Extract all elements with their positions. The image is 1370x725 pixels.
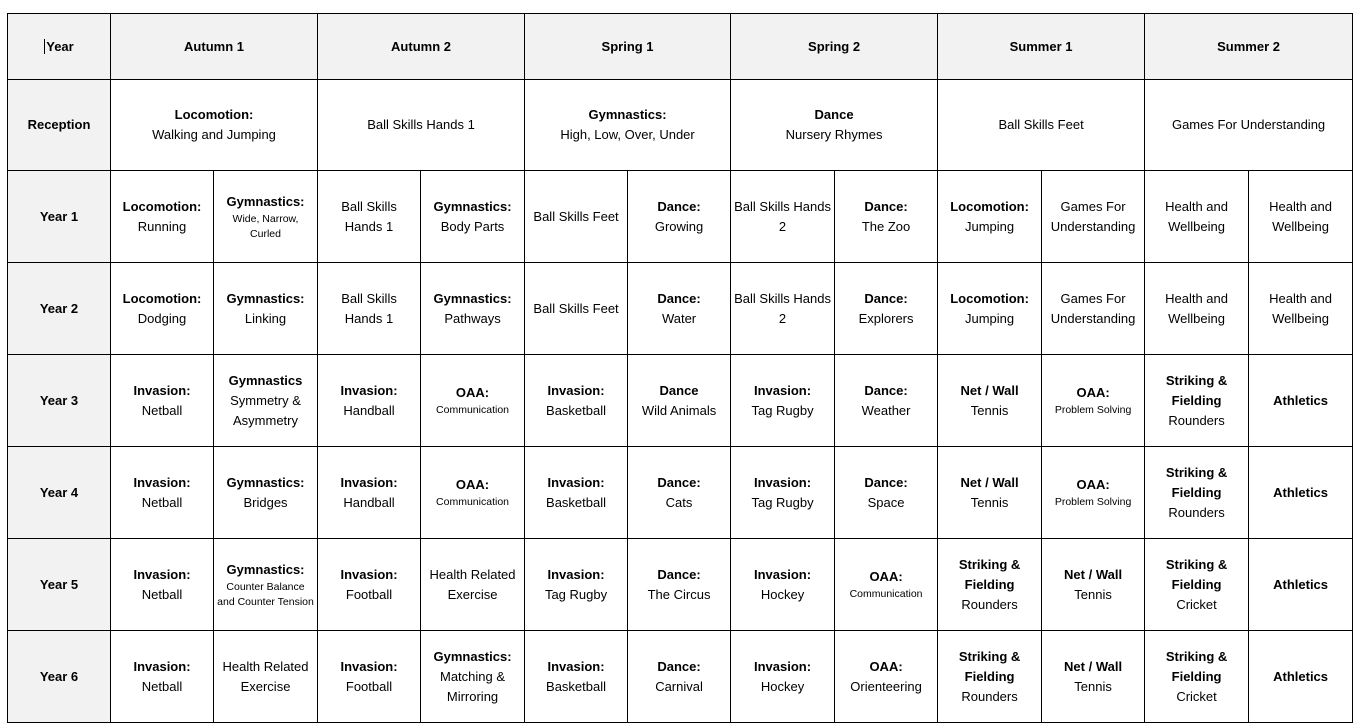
activity-detail: Rounders bbox=[961, 688, 1018, 704]
activity-title: OAA: bbox=[455, 477, 490, 492]
activity-title: Dance: bbox=[864, 474, 908, 490]
year-header-label: Year bbox=[46, 38, 74, 54]
reception-row bbox=[8, 80, 1353, 171]
curriculum-cell[interactable] bbox=[525, 171, 628, 263]
activity-detail: Ball Skills Feet bbox=[533, 300, 619, 316]
activity-detail: Ball Skills Feet bbox=[533, 208, 619, 224]
activity-detail: Ball Skills Hands 1 bbox=[341, 198, 397, 234]
curriculum-cell[interactable] bbox=[525, 447, 628, 539]
curriculum-cell[interactable] bbox=[111, 263, 214, 355]
table-body bbox=[8, 14, 1353, 723]
activity-detail: Health and Wellbeing bbox=[1269, 198, 1332, 234]
term-header-autumn-1[interactable]: Autumn 1 bbox=[111, 14, 318, 80]
curriculum-cell[interactable] bbox=[1042, 539, 1145, 631]
activity-detail: Cricket bbox=[1176, 688, 1217, 704]
activity-title: Net / Wall bbox=[1064, 566, 1123, 582]
year-label-cell[interactable]: Year 2 bbox=[8, 263, 111, 355]
activity-title: Dance bbox=[659, 382, 699, 398]
term-header-autumn-2[interactable]: Autumn 2 bbox=[318, 14, 525, 80]
activity-title: Invasion: bbox=[133, 566, 191, 582]
activity-detail: Games For Understanding bbox=[1050, 290, 1136, 326]
activity-title: Invasion: bbox=[340, 474, 398, 490]
activity-detail: Wild Animals bbox=[641, 402, 717, 418]
curriculum-cell[interactable] bbox=[318, 80, 525, 171]
curriculum-cell[interactable] bbox=[214, 539, 318, 631]
activity-title: Dance: bbox=[657, 198, 701, 214]
activity-title: Invasion: bbox=[754, 658, 812, 674]
activity-detail: Space bbox=[867, 494, 905, 510]
curriculum-cell[interactable] bbox=[525, 631, 628, 723]
curriculum-cell[interactable] bbox=[1145, 355, 1249, 447]
activity-detail: Communication bbox=[436, 404, 509, 416]
curriculum-cell[interactable] bbox=[318, 447, 421, 539]
curriculum-cell[interactable] bbox=[214, 355, 318, 447]
activity-detail: Water bbox=[661, 310, 697, 326]
activity-detail: Nursery Rhymes bbox=[785, 127, 883, 142]
activity-title: Gymnastics: bbox=[226, 561, 305, 577]
activity-title: Gymnastics bbox=[228, 372, 303, 388]
activity-title: Striking & Fielding bbox=[958, 648, 1021, 684]
curriculum-cell[interactable] bbox=[731, 171, 835, 263]
curriculum-cell[interactable] bbox=[1145, 263, 1249, 355]
curriculum-cell[interactable] bbox=[1042, 355, 1145, 447]
activity-detail: The Circus bbox=[647, 586, 711, 602]
activity-title: Athletics bbox=[1273, 484, 1329, 500]
curriculum-cell[interactable] bbox=[1042, 263, 1145, 355]
curriculum-cell[interactable] bbox=[938, 447, 1042, 539]
year-header-cell[interactable] bbox=[8, 14, 111, 80]
activity-title: Net / Wall bbox=[960, 474, 1019, 490]
activity-title: Athletics bbox=[1273, 576, 1329, 592]
activity-detail: Tennis bbox=[1074, 678, 1112, 694]
activity-title: Gymnastics: bbox=[226, 290, 305, 306]
activity-detail: Tag Rugby bbox=[751, 494, 814, 510]
curriculum-cell[interactable] bbox=[111, 539, 214, 631]
curriculum-cell[interactable] bbox=[1145, 80, 1353, 171]
activity-detail: Dodging bbox=[137, 310, 187, 326]
curriculum-cell[interactable] bbox=[731, 80, 938, 171]
header-row bbox=[8, 14, 1353, 80]
curriculum-cell[interactable] bbox=[835, 355, 938, 447]
activity-detail: Running bbox=[137, 218, 187, 234]
curriculum-cell[interactable] bbox=[1042, 447, 1145, 539]
curriculum-cell[interactable] bbox=[1042, 631, 1145, 723]
curriculum-cell[interactable] bbox=[835, 263, 938, 355]
activity-title: Athletics bbox=[1273, 392, 1329, 408]
curriculum-cell[interactable] bbox=[214, 263, 318, 355]
activity-title: OAA: bbox=[869, 569, 903, 584]
curriculum-cell[interactable] bbox=[421, 631, 525, 723]
activity-detail: Tag Rugby bbox=[544, 586, 608, 602]
year-label-cell[interactable]: Year 5 bbox=[8, 539, 111, 631]
activity-detail: Linking bbox=[244, 310, 287, 326]
curriculum-cell[interactable] bbox=[1249, 631, 1353, 723]
curriculum-cell[interactable] bbox=[938, 631, 1042, 723]
activity-title: Gymnastics: bbox=[226, 193, 305, 209]
activity-detail: Health and Wellbeing bbox=[1165, 290, 1228, 326]
curriculum-cell[interactable] bbox=[421, 171, 525, 263]
activity-title: Striking & Fielding bbox=[1165, 464, 1228, 500]
activity-detail: Health and Wellbeing bbox=[1269, 290, 1332, 326]
year-row bbox=[8, 539, 1353, 631]
activity-title: Locomotion: bbox=[174, 107, 254, 122]
activity-detail: Communication bbox=[436, 496, 509, 508]
activity-title: Locomotion: bbox=[950, 290, 1029, 306]
activity-detail: Symmetry & Asymmetry bbox=[230, 392, 301, 428]
curriculum-cell[interactable] bbox=[731, 631, 835, 723]
curriculum-cell[interactable] bbox=[111, 171, 214, 263]
curriculum-cell[interactable] bbox=[525, 355, 628, 447]
activity-detail: Explorers bbox=[858, 310, 914, 326]
curriculum-cell[interactable] bbox=[628, 631, 731, 723]
activity-detail: Tennis bbox=[1074, 586, 1112, 602]
curriculum-cell[interactable] bbox=[214, 447, 318, 539]
activity-title: Dance: bbox=[657, 658, 701, 674]
curriculum-cell[interactable] bbox=[1145, 171, 1249, 263]
year-label-cell[interactable]: Year 4 bbox=[8, 447, 111, 539]
activity-detail: Growing bbox=[654, 218, 704, 234]
activity-detail: Walking and Jumping bbox=[152, 127, 276, 142]
curriculum-cell[interactable] bbox=[214, 171, 318, 263]
activity-detail: Netball bbox=[141, 494, 183, 510]
curriculum-cell[interactable] bbox=[938, 355, 1042, 447]
activity-title: OAA: bbox=[455, 385, 490, 400]
curriculum-cell[interactable] bbox=[318, 263, 421, 355]
activity-title: Invasion: bbox=[754, 474, 812, 490]
term-header-summer-1[interactable]: Summer 1 bbox=[938, 14, 1145, 80]
activity-title: Striking & Fielding bbox=[1165, 648, 1228, 684]
activity-detail: Cricket bbox=[1176, 596, 1217, 612]
activity-title: Dance bbox=[814, 107, 854, 122]
pe-curriculum-table bbox=[7, 13, 1353, 723]
curriculum-cell[interactable] bbox=[938, 171, 1042, 263]
year-label-cell[interactable]: Year 1 bbox=[8, 171, 111, 263]
activity-title: Invasion: bbox=[547, 474, 605, 490]
activity-detail: Netball bbox=[141, 586, 183, 602]
activity-detail: Orienteering bbox=[850, 678, 922, 694]
curriculum-cell[interactable] bbox=[835, 447, 938, 539]
year-row bbox=[8, 631, 1353, 723]
curriculum-cell[interactable] bbox=[1249, 355, 1353, 447]
activity-title: Gymnastics: bbox=[433, 198, 512, 214]
curriculum-cell[interactable] bbox=[525, 80, 731, 171]
curriculum-cell[interactable] bbox=[525, 263, 628, 355]
activity-detail: The Zoo bbox=[861, 218, 911, 234]
curriculum-cell[interactable] bbox=[421, 447, 525, 539]
activity-detail: Football bbox=[345, 586, 393, 602]
term-header-spring-1[interactable]: Spring 1 bbox=[525, 14, 731, 80]
curriculum-cell[interactable] bbox=[421, 355, 525, 447]
activity-title: Invasion: bbox=[754, 566, 812, 582]
activity-detail: Carnival bbox=[655, 678, 703, 694]
activity-title: OAA: bbox=[1076, 385, 1110, 400]
activity-title: Locomotion: bbox=[122, 290, 202, 306]
activity-detail: Pathways bbox=[444, 310, 501, 326]
activity-detail: Football bbox=[345, 678, 393, 694]
activity-detail: Health Related Exercise bbox=[429, 566, 516, 602]
activity-detail: Communication bbox=[849, 588, 923, 600]
activity-detail: Health and Wellbeing bbox=[1165, 198, 1228, 234]
curriculum-cell[interactable] bbox=[318, 539, 421, 631]
activity-detail: Weather bbox=[861, 402, 911, 418]
curriculum-cell[interactable] bbox=[1249, 447, 1353, 539]
curriculum-cell[interactable] bbox=[111, 80, 318, 171]
activity-detail: Rounders bbox=[961, 596, 1018, 612]
activity-detail: Ball Skills Feet bbox=[998, 117, 1084, 132]
activity-detail: Netball bbox=[141, 402, 183, 418]
curriculum-cell[interactable] bbox=[1249, 263, 1353, 355]
activity-detail: Jumping bbox=[964, 218, 1015, 234]
curriculum-cell[interactable] bbox=[111, 447, 214, 539]
curriculum-cell[interactable] bbox=[938, 539, 1042, 631]
activity-detail: Netball bbox=[141, 678, 183, 694]
curriculum-cell[interactable] bbox=[938, 263, 1042, 355]
activity-title: Dance: bbox=[864, 290, 908, 306]
year-label-cell[interactable]: Reception bbox=[8, 80, 111, 171]
curriculum-cell[interactable] bbox=[1145, 539, 1249, 631]
activity-title: Gymnastics: bbox=[433, 648, 512, 664]
activity-detail: Tennis bbox=[970, 494, 1009, 510]
activity-detail: Games For Understanding bbox=[1171, 117, 1326, 132]
activity-detail: Ball Skills Hands 2 bbox=[734, 198, 831, 234]
curriculum-cell[interactable] bbox=[835, 171, 938, 263]
activity-detail: Tag Rugby bbox=[751, 402, 814, 418]
activity-detail: Games For Understanding bbox=[1050, 198, 1136, 234]
curriculum-cell[interactable] bbox=[628, 355, 731, 447]
activity-detail: Ball Skills Hands 1 bbox=[367, 117, 475, 132]
activity-detail: Basketball bbox=[546, 494, 607, 510]
activity-title: Striking & Fielding bbox=[1165, 556, 1228, 592]
activity-title: Invasion: bbox=[340, 566, 398, 582]
curriculum-cell[interactable] bbox=[731, 447, 835, 539]
curriculum-cell[interactable] bbox=[318, 355, 421, 447]
curriculum-cell[interactable] bbox=[214, 631, 318, 723]
curriculum-cell[interactable] bbox=[731, 355, 835, 447]
activity-detail: Problem Solving bbox=[1054, 404, 1132, 416]
year-row bbox=[8, 355, 1353, 447]
curriculum-cell[interactable] bbox=[628, 539, 731, 631]
curriculum-cell[interactable] bbox=[938, 80, 1145, 171]
activity-detail: Handball bbox=[343, 402, 395, 418]
curriculum-cell[interactable] bbox=[835, 539, 938, 631]
curriculum-cell[interactable] bbox=[628, 171, 731, 263]
curriculum-cell[interactable] bbox=[1249, 171, 1353, 263]
activity-detail: Tennis bbox=[970, 402, 1009, 418]
curriculum-cell[interactable] bbox=[1145, 631, 1249, 723]
activity-detail: Rounders bbox=[1168, 504, 1225, 520]
activity-title: Invasion: bbox=[133, 658, 191, 674]
curriculum-cell[interactable] bbox=[1145, 447, 1249, 539]
activity-detail: Hockey bbox=[760, 678, 805, 694]
activity-detail: Matching & Mirroring bbox=[440, 668, 506, 704]
activity-title: Locomotion: bbox=[122, 198, 202, 214]
activity-title: Dance: bbox=[864, 382, 908, 398]
activity-title: Gymnastics: bbox=[433, 290, 512, 306]
activity-title: Dance: bbox=[657, 474, 701, 490]
curriculum-cell[interactable] bbox=[731, 539, 835, 631]
curriculum-cell[interactable] bbox=[628, 447, 731, 539]
term-header-spring-2[interactable]: Spring 2 bbox=[731, 14, 938, 80]
activity-title: Invasion: bbox=[754, 382, 812, 398]
activity-title: Invasion: bbox=[133, 382, 191, 398]
curriculum-cell[interactable] bbox=[1249, 539, 1353, 631]
curriculum-cell[interactable] bbox=[731, 263, 835, 355]
activity-title: Gymnastics: bbox=[588, 107, 667, 122]
activity-detail: High, Low, Over, Under bbox=[560, 127, 695, 142]
activity-title: Gymnastics: bbox=[226, 474, 305, 490]
year-row bbox=[8, 263, 1353, 355]
curriculum-cell[interactable] bbox=[835, 631, 938, 723]
activity-title: Striking & Fielding bbox=[1165, 372, 1228, 408]
activity-title: Dance: bbox=[657, 566, 701, 582]
activity-detail: Ball Skills Hands 1 bbox=[341, 290, 397, 326]
activity-detail: Jumping bbox=[964, 310, 1015, 326]
activity-title: OAA: bbox=[1076, 477, 1110, 492]
activity-title: Invasion: bbox=[133, 474, 191, 490]
activity-title: Dance: bbox=[657, 290, 701, 306]
curriculum-cell[interactable] bbox=[421, 263, 525, 355]
activity-detail: Body Parts bbox=[440, 218, 505, 234]
activity-detail: Basketball bbox=[546, 402, 607, 418]
activity-title: OAA: bbox=[869, 658, 903, 674]
activity-detail: Handball bbox=[343, 494, 395, 510]
curriculum-cell[interactable] bbox=[318, 171, 421, 263]
activity-detail: Health Related Exercise bbox=[222, 658, 309, 694]
curriculum-cell[interactable] bbox=[628, 263, 731, 355]
term-header-summer-2[interactable]: Summer 2 bbox=[1145, 14, 1353, 80]
activity-title: Net / Wall bbox=[960, 382, 1019, 398]
activity-detail: Ball Skills Hands 2 bbox=[734, 290, 831, 326]
activity-detail: Cats bbox=[665, 494, 693, 510]
activity-detail: Hockey bbox=[760, 586, 805, 602]
activity-title: Invasion: bbox=[340, 658, 398, 674]
activity-title: Athletics bbox=[1273, 668, 1329, 684]
curriculum-cell[interactable] bbox=[111, 355, 214, 447]
year-label-cell[interactable]: Year 6 bbox=[8, 631, 111, 723]
activity-title: Invasion: bbox=[547, 566, 605, 582]
activity-detail: Rounders bbox=[1168, 412, 1225, 428]
curriculum-cell[interactable] bbox=[318, 631, 421, 723]
curriculum-cell[interactable] bbox=[525, 539, 628, 631]
activity-title: Dance: bbox=[864, 198, 908, 214]
activity-detail: Basketball bbox=[546, 678, 607, 694]
activity-title: Invasion: bbox=[547, 382, 605, 398]
activity-detail: Wide, Narrow, Curled bbox=[232, 212, 299, 240]
activity-title: Invasion: bbox=[547, 658, 605, 674]
activity-title: Locomotion: bbox=[950, 198, 1029, 214]
curriculum-cell[interactable] bbox=[1042, 171, 1145, 263]
activity-detail: Problem Solving bbox=[1054, 496, 1132, 508]
year-label-cell[interactable]: Year 3 bbox=[8, 355, 111, 447]
activity-detail: Counter Balance and Counter Tension bbox=[217, 580, 314, 608]
activity-detail: Bridges bbox=[243, 494, 288, 510]
activity-title: Invasion: bbox=[340, 382, 398, 398]
year-row bbox=[8, 447, 1353, 539]
curriculum-cell[interactable] bbox=[111, 631, 214, 723]
year-row bbox=[8, 171, 1353, 263]
activity-title: Striking & Fielding bbox=[958, 556, 1021, 592]
activity-title: Net / Wall bbox=[1064, 658, 1123, 674]
curriculum-cell[interactable] bbox=[421, 539, 525, 631]
